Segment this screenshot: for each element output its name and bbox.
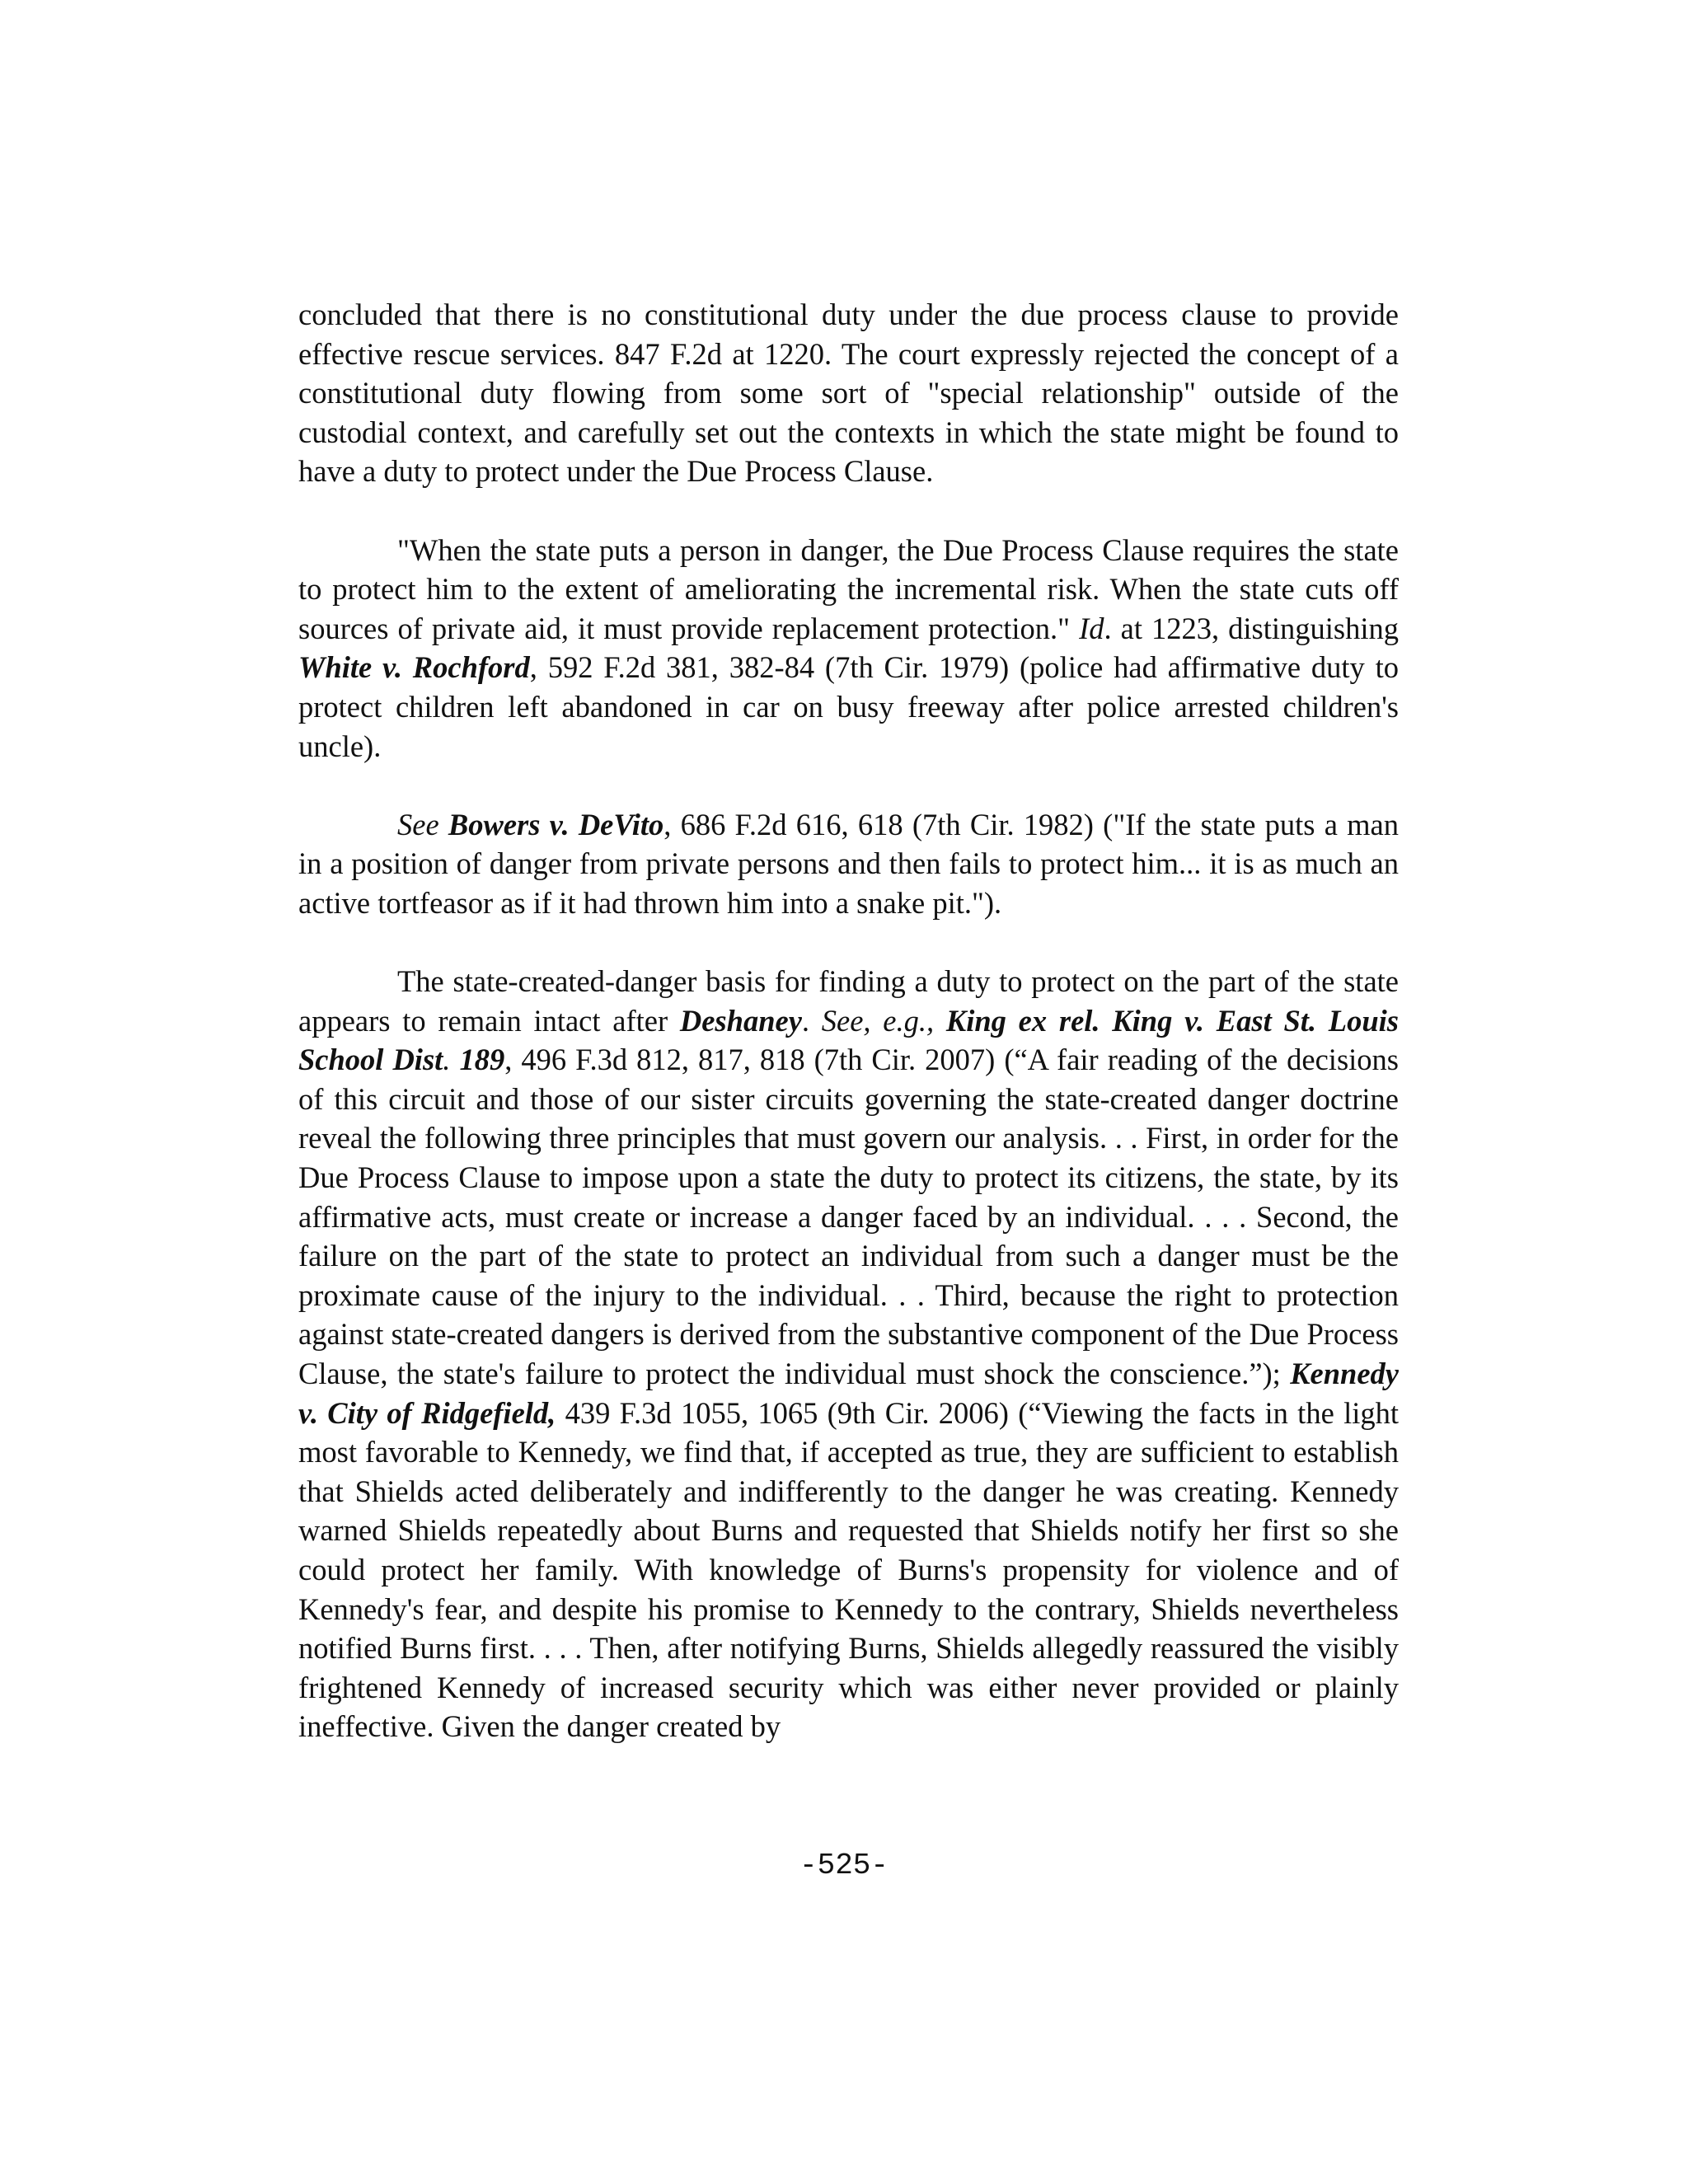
paragraph — [298, 295, 1399, 491]
text-segment: , 496 F.3d 812, 817, 818 (7th Cir. 2007) (“A fair reading of the decisions of this circuit and those of our sister circuits governing the state-created danger doctrine reveal the following three principles that must govern our analysis. . . First, in order for the Due Process Clause to impose upon a state the duty to protect its citizens, the state, by its affirmative acts, must create or increase a danger faced by an individual. . . . Second, the failure on the part of the state to protect an individual from such a danger must be the proximate cause of the injury to the individual. . . Third, because the right to protection against state-created dangers is derived from the substantive component of the Due Process Clause, the state's failure to protect the individual must shock the conscience.”); — [298, 1043, 1399, 1391]
case-name: White v. Rochford — [298, 650, 530, 685]
case-name: King ex rel. King v. East St. Louis School Dist — [298, 1003, 1399, 1077]
case-name: Deshaney — [679, 1003, 802, 1038]
text-segment: , 592 F.2d 381, 382-84 (7th Cir. 1979) (police had affirmative duty to protect children left abandoned in car on busy freeway after police arrested children's uncle). — [298, 650, 1399, 763]
text-segment: . at 1223, distinguishing — [1104, 611, 1399, 645]
text-segment: concluded that there is no constitutional duty under the due process clause to provide effective rescue services. 847 F.2d at 1220. The court expressly rejected the concept of a constitutional duty flowing from some sort of "special relationship" outside of the custodial context, and carefully set out the contexts in which the state might be found to have a duty to protect under the Due Process Clause. — [298, 298, 1399, 489]
body-text — [298, 295, 1399, 1786]
text-segment: See, e.g., — [821, 1003, 946, 1038]
text-segment: "When the state puts a person in danger, the Due Process Clause requires the state to protect him to the extent of ameliorating the incremental risk. When the state cuts off sources of private aid, it must provide replacement protection." — [298, 532, 1399, 645]
text-segment: . — [443, 1043, 460, 1077]
paragraph — [298, 805, 1399, 923]
case-name: Bowers v. DeVito — [448, 807, 664, 841]
text-segment: See — [397, 807, 448, 841]
page-number: -525- — [799, 1849, 889, 1882]
text-segment: 439 F.3d 1055, 1065 (9th Cir. 2006) (“Viewing the facts in the light most favorable to Kennedy, we find that, if accepted as true, they are sufficient to establish that Shields acted deliberately and indifferently to the danger he was creating. Kennedy warned Shields repeatedly about Burns and requested that Shields notify her first so she could protect her family. With knowledge of Burns's propensity for violence and of Kennedy's fear, and despite his promise to Kennedy to the contrary, Shields nevertheless notified Burns first. . . . Then, after notifying Burns, Shields allegedly reassured the visibly frightened Kennedy of increased security which was either never provided or plainly ineffective. Given the danger created by — [298, 1395, 1399, 1744]
text-segment: Id — [1079, 611, 1104, 645]
text-segment: . — [801, 1003, 822, 1038]
paragraph — [298, 962, 1399, 1746]
text-segment: The state-created-danger basis for finding a duty to protect on the part of the state appears to remain intact after — [298, 964, 1399, 1038]
text-segment: , 686 F.2d 616, 618 (7th Cir. 1982) ("If the state puts a man in a position of danger from private persons and then fails to protect him... it is as much an active tortfeasor as if it had thrown him into a snake pit."). — [298, 807, 1399, 920]
case-name: 189 — [459, 1043, 505, 1077]
case-name: Kennedy v. City of Ridgefield, — [298, 1357, 1399, 1430]
paragraph — [298, 531, 1399, 766]
